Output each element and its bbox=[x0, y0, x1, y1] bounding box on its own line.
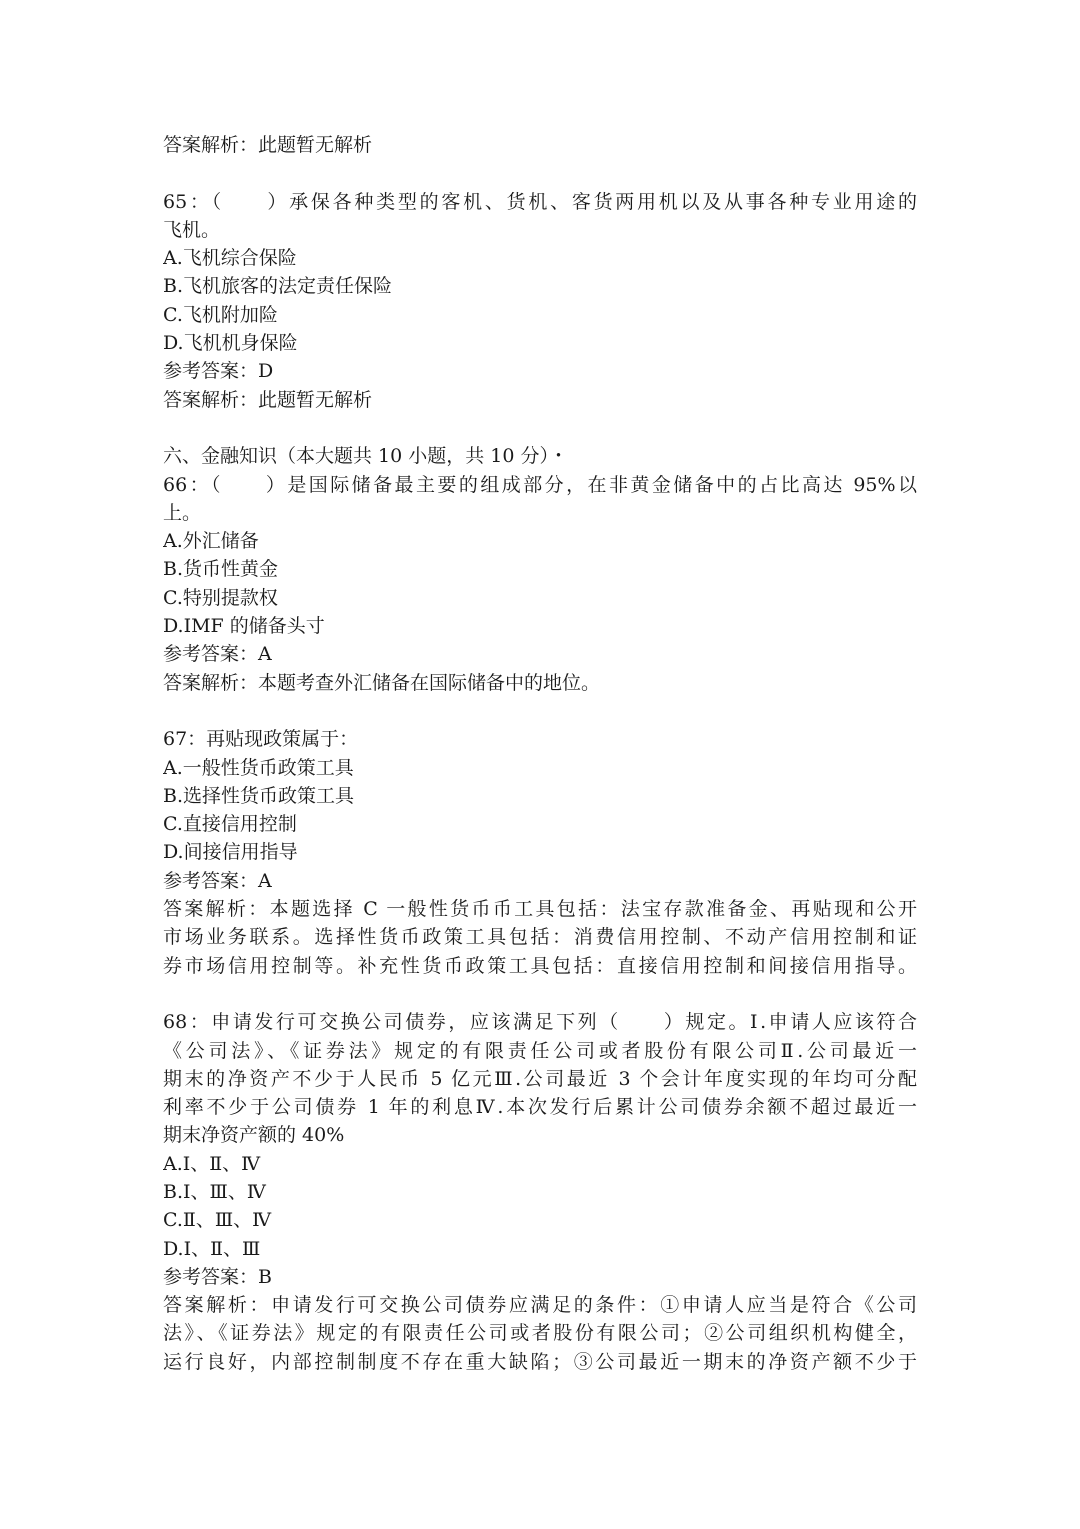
question-stem-line: 飞机。 bbox=[163, 218, 221, 241]
option-c: C.Ⅱ、Ⅲ、Ⅳ bbox=[163, 1209, 272, 1232]
spacer bbox=[163, 980, 917, 1008]
question-stem-line: 上。 bbox=[163, 501, 202, 524]
option-d: D.间接信用指导 bbox=[163, 841, 298, 864]
answer-explanation: 答案解析：本题考查外汇储备在国际储备中的地位。 bbox=[163, 671, 601, 694]
question-stem-line: 68：申请发行可交换公司债券，应该满足下列（ ）规定。Ⅰ.申请人应该符合 bbox=[163, 1011, 917, 1034]
answer-explanation: 答案解析：此题暂无解析 bbox=[163, 388, 373, 411]
reference-answer: 参考答案：B bbox=[163, 1265, 272, 1288]
question-68 bbox=[163, 1008, 917, 1376]
reference-answer: 参考答案：D bbox=[163, 360, 274, 383]
option-b: B.选择性货币政策工具 bbox=[163, 784, 355, 807]
option-c: C.飞机附加险 bbox=[163, 303, 278, 326]
option-a: A.Ⅰ、Ⅱ、Ⅳ bbox=[163, 1152, 261, 1175]
spacer bbox=[163, 159, 917, 187]
option-d: D.飞机机身保险 bbox=[163, 332, 298, 355]
option-a: A.一般性货币政策工具 bbox=[163, 756, 354, 779]
option-d: D.IMF 的储备头寸 bbox=[163, 615, 325, 638]
question-stem-line: 67：再贴现政策属于： bbox=[163, 728, 359, 751]
question-65 bbox=[163, 188, 917, 414]
option-c: C.直接信用控制 bbox=[163, 813, 297, 836]
answer-explanation-line: 法》、《证券法》规定的有限责任公司或者股份有限公司；②公司组织机构健全， bbox=[163, 1322, 917, 1345]
question-66 bbox=[163, 471, 917, 697]
answer-explanation-line: 运行良好，内部控制制度不存在重大缺陷；③公司最近一期末的净资产额不少于 bbox=[163, 1350, 917, 1373]
option-c: C.特别提款权 bbox=[163, 586, 278, 609]
reference-answer: 参考答案：A bbox=[163, 643, 272, 666]
spacer bbox=[163, 414, 917, 442]
question-stem-line: 65：（ ）承保各种类型的客机、货机、客货两用机以及从事各种专业用途的 bbox=[163, 190, 917, 213]
question-stem-line: 利率不少于公司债券 1 年的利息Ⅳ.本次发行后累计公司债券余额不超过最近一 bbox=[163, 1096, 917, 1119]
option-b: B.货币性黄金 bbox=[163, 558, 279, 581]
option-b: B.飞机旅客的法定责任保险 bbox=[163, 275, 393, 298]
option-a: A.飞机综合保险 bbox=[163, 247, 297, 270]
question-stem-line: 《公司法》、《证券法》规定的有限责任公司或者股份有限公司Ⅱ.公司最近一 bbox=[163, 1039, 917, 1062]
option-d: D.Ⅰ、Ⅱ、Ⅲ bbox=[163, 1237, 261, 1260]
answer-explanation-line: 市场业务联系。选择性货币政策工具包括：消费信用控制、不动产信用控制和证 bbox=[163, 926, 917, 949]
answer-explanation-line: 答案解析：本题选择 C 一般性货币币工具包括：法宝存款准备金、再贴现和公开 bbox=[163, 898, 917, 921]
previous-answer-explanation: 答案解析：此题暂无解析 bbox=[163, 134, 373, 156]
spacer bbox=[163, 697, 917, 725]
question-67 bbox=[163, 725, 917, 980]
answer-explanation-line: 券市场信用控制等。补充性货币政策工具包括：直接信用控制和间接信用指导。 bbox=[163, 954, 917, 977]
section-heading: 六、金融知识（本大题共 10 小题，共 10 分）・ bbox=[163, 445, 569, 468]
reference-answer: 参考答案：A bbox=[163, 869, 272, 892]
option-b: B.Ⅰ、Ⅲ、Ⅳ bbox=[163, 1180, 266, 1203]
answer-explanation-line: 答案解析：申请发行可交换公司债券应满足的条件：①申请人应当是符合《公司 bbox=[163, 1294, 917, 1317]
question-stem-line: 期末净资产额的 40% bbox=[163, 1124, 345, 1147]
question-stem-line: 66：（ ）是国际储备最主要的组成部分，在非黄金储备中的占比高达 95%以 bbox=[163, 473, 917, 496]
document-page bbox=[163, 131, 917, 1376]
question-stem-line: 期末的净资产不少于人民币 5 亿元Ⅲ.公司最近 3 个会计年度实现的年均可分配 bbox=[163, 1067, 917, 1090]
option-a: A.外汇储备 bbox=[163, 530, 259, 553]
